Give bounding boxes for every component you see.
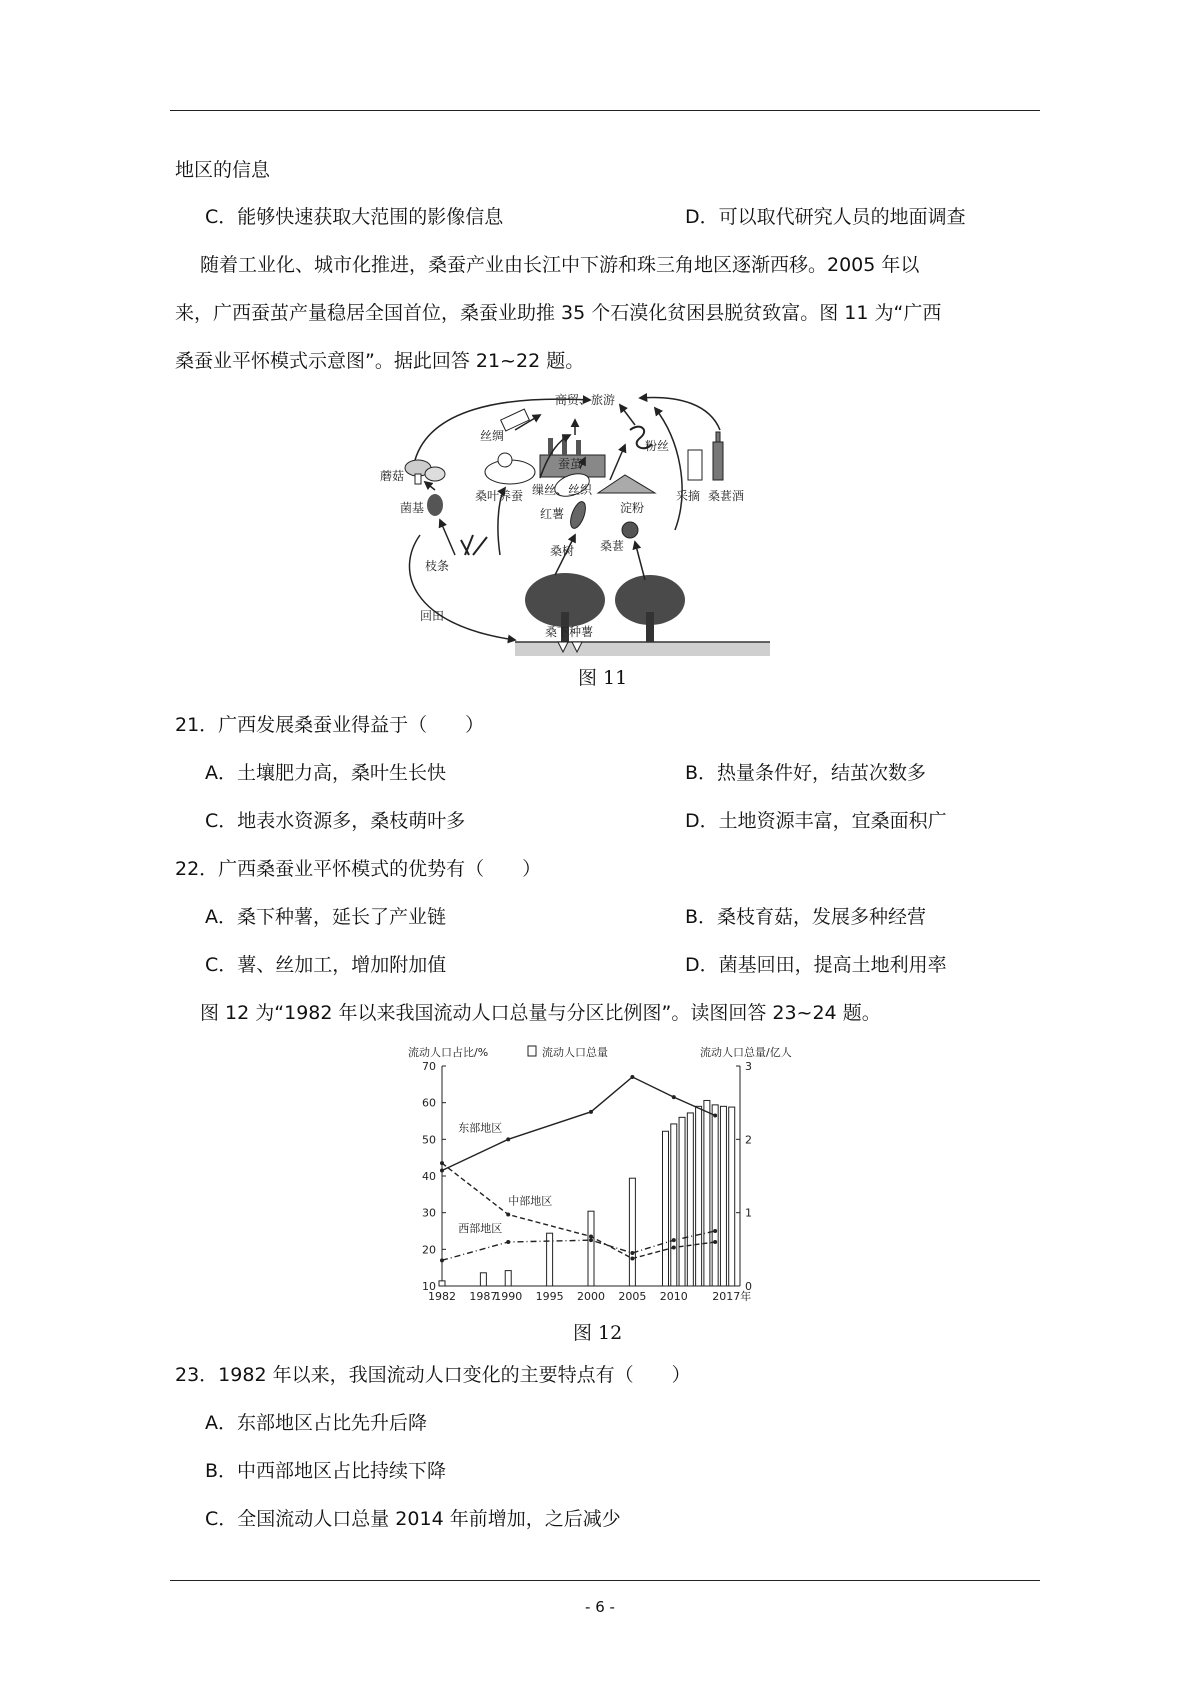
series-point-2 [589, 1238, 593, 1242]
series-label-2: 西部地区 [458, 1222, 503, 1235]
q23-option-a: A．东部地区占比先升后降 [205, 1412, 427, 1434]
passage-line-1: 随着工业化、城市化推进，桑蚕产业由长江中下游和珠三角地区逐渐西移。2005 年以 [200, 254, 920, 276]
passage-line-2: 来，广西蚕茧产量稳居全国首位，桑蚕业助推 35 个石漠化贫困县脱贫致富。图 11 为“广西 [175, 302, 942, 324]
bar-2014 [704, 1100, 710, 1286]
bar-2005 [629, 1178, 635, 1286]
figure-11-diagram [380, 390, 840, 660]
question-22-stem: 22．广西桑蚕业平怀模式的优势有（ ） [175, 858, 542, 880]
label-starch: 淀粉 [620, 501, 645, 515]
series-point-2 [630, 1251, 634, 1255]
q22-option-b: B．桑枝育菇，发展多种经营 [685, 906, 927, 928]
series-point-0 [506, 1137, 510, 1141]
series-point-2 [440, 1258, 444, 1262]
chart-y-label-left: 流动人口占比/% [408, 1046, 489, 1059]
bar-2016 [720, 1106, 726, 1286]
series-label-0: 东部地区 [458, 1121, 503, 1135]
x-tick-label: 1995 [535, 1290, 564, 1303]
label-wine: 桑葚酒 [708, 489, 745, 503]
bar-1987 [480, 1273, 486, 1286]
label-vermicelli: 粉丝 [645, 439, 670, 453]
y-tick-label-left: 50 [422, 1133, 436, 1147]
label-mulberry-fruit: 桑葚 [600, 539, 625, 553]
y-tick-label-right: 2 [745, 1133, 752, 1147]
bar-1982 [439, 1281, 445, 1286]
label-fungus: 菌基 [400, 501, 425, 515]
y-tick-label-left: 10 [422, 1280, 436, 1293]
x-tick-label: 1987 [469, 1290, 498, 1303]
label-branch: 枝条 [425, 559, 450, 573]
bar-2017 [729, 1107, 735, 1286]
q21-option-a: A．土壤肥力高，桑叶生长快 [205, 762, 446, 784]
mulberry-fruit-icon [622, 522, 638, 538]
passage-line-3: 桑蚕业平怀模式示意图”。据此回答 21~22 题。 [175, 350, 585, 372]
prev-option-d: D．可以取代研究人员的地面调查 [685, 206, 966, 228]
y-tick-label-left: 70 [422, 1060, 436, 1073]
bar-2012 [687, 1113, 693, 1286]
prev-option-c: C．能够快速获取大范围的影像信息 [205, 206, 504, 228]
bar-2010 [671, 1124, 677, 1286]
x-tick-label: 1982 [428, 1290, 456, 1303]
series-point-0 [440, 1169, 444, 1173]
label-return: 回田 [420, 609, 445, 623]
x-tick-label: 2000 [577, 1290, 605, 1303]
label-raise: 桑叶养蚕 [475, 489, 524, 503]
y-tick-label-right: 1 [745, 1206, 752, 1220]
silkworm-icon [485, 453, 535, 484]
x-tick-label: 2017年 [712, 1290, 752, 1303]
series-point-2 [506, 1240, 510, 1244]
figure-12-intro: 图 12 为“1982 年以来我国流动人口总量与分区比例图”。读图回答 23~24 题。 [200, 1002, 881, 1024]
q22-option-a: A．桑下种薯，延长了产业链 [205, 906, 446, 928]
fungus-base-icon [427, 494, 443, 516]
series-point-1 [589, 1235, 593, 1239]
series-point-0 [589, 1110, 593, 1114]
q22-option-c: C．薯、丝加工，增加附加值 [205, 954, 447, 976]
ground-strip [515, 642, 770, 656]
figure-12-chart [400, 1040, 800, 1312]
bar-2015 [712, 1105, 718, 1286]
series-point-2 [672, 1238, 676, 1242]
y-tick-label-left: 20 [422, 1243, 436, 1257]
y-tick-label-right: 0 [745, 1280, 752, 1293]
y-tick-label-left: 30 [422, 1206, 436, 1220]
series-point-1 [506, 1213, 510, 1217]
label-under: 桑下种薯 [545, 625, 594, 639]
q22-option-d: D．菌基回田，提高土地利用率 [685, 954, 947, 976]
legend-bar-swatch [528, 1046, 536, 1056]
label-pick: 采摘 [676, 489, 701, 503]
x-tick-label: 2005 [618, 1290, 647, 1303]
figure-12-caption: 图 12 [573, 1322, 623, 1344]
label-reel: 缫丝、丝织 [532, 483, 593, 497]
starch-pile-icon [598, 475, 655, 493]
page-number: - 6 - [585, 1598, 615, 1616]
x-tick-label: 1990 [494, 1290, 523, 1303]
chart-y-label-right: 流动人口总量/亿人 [700, 1046, 792, 1059]
y-tick-label-right: 3 [745, 1060, 752, 1073]
label-silk: 丝绸 [480, 429, 505, 443]
series-point-0 [672, 1095, 676, 1099]
label-cocoon: 蚕茧 [558, 457, 583, 471]
series-point-0 [713, 1114, 717, 1118]
series-point-1 [713, 1240, 717, 1244]
q21-option-c: C．地表水资源多，桑枝萌叶多 [205, 810, 466, 832]
q23-option-b: B．中西部地区占比持续下降 [205, 1460, 447, 1482]
branch-icon [461, 535, 487, 555]
mushroom-icon [405, 460, 445, 484]
continuation-text: 地区的信息 [175, 159, 271, 181]
question-21-stem: 21．广西发展桑蚕业得益于（ ） [175, 714, 485, 736]
sweet-potato-icon [568, 500, 589, 530]
bar-2013 [696, 1106, 702, 1286]
series-point-2 [713, 1229, 717, 1233]
top-rule [170, 110, 1040, 111]
series-label-1: 中部地区 [508, 1194, 553, 1208]
label-mulberry-tree: 桑树 [550, 544, 575, 558]
y-tick-label-left: 60 [422, 1096, 436, 1110]
figure-11-caption: 图 11 [578, 667, 628, 689]
bottom-rule [170, 1580, 1040, 1581]
q21-option-d: D．土地资源丰富，宜桑面积广 [685, 810, 947, 832]
label-sweetpotato: 红薯 [540, 507, 565, 521]
label-mushroom: 蘑菇 [380, 469, 405, 483]
bar-2000 [588, 1211, 594, 1286]
series-point-1 [630, 1257, 634, 1261]
wine-bottle-icon [688, 432, 723, 480]
x-tick-label: 2010 [659, 1290, 688, 1303]
mulberry-tree-right-icon [615, 575, 685, 642]
bar-2009 [663, 1131, 669, 1286]
silk-roll-icon [501, 409, 530, 431]
question-23-stem: 23．1982 年以来，我国流动人口变化的主要特点有（ ） [175, 1364, 691, 1386]
bar-1990 [505, 1271, 511, 1286]
bar-2011 [679, 1117, 685, 1286]
y-tick-label-left: 40 [422, 1170, 436, 1183]
q21-option-b: B．热量条件好，结茧次数多 [685, 762, 927, 784]
legend-label: 流动人口总量 [542, 1046, 608, 1059]
series-point-1 [440, 1161, 444, 1165]
series-point-0 [630, 1075, 634, 1079]
series-point-1 [672, 1246, 676, 1250]
label-trade: 商贸、旅游 [555, 393, 616, 407]
q23-option-c: C．全国流动人口总量 2014 年前增加，之后减少 [205, 1508, 621, 1530]
